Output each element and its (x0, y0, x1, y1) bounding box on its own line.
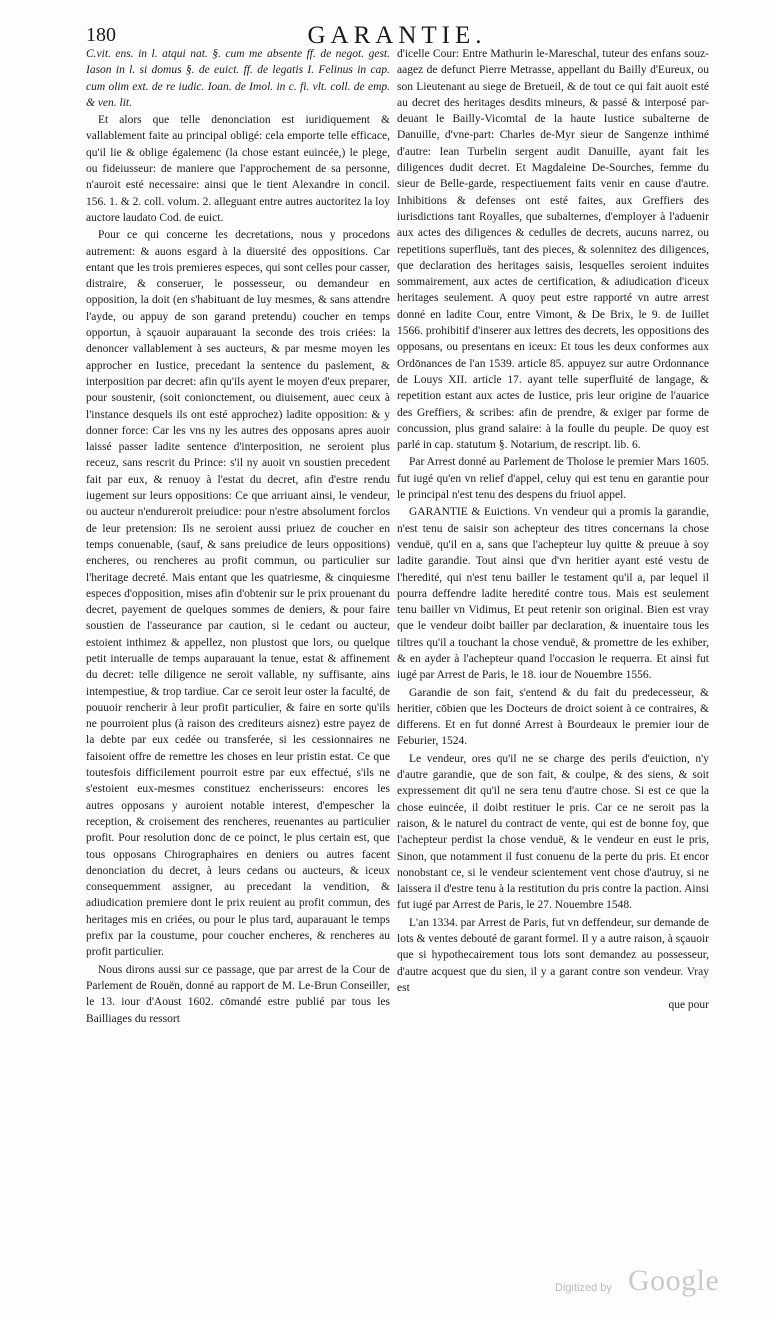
text-paragraph: GARANTIE & Euictions. Vn vendeur qui a promis la garandie, n'est tenu de saisir son achepteur des titres concernans la chose venduë, qu'il en a, sans que l'achepteur luy quitte & preuue à soy ladite garandie. Tout ainsi que d'vn heritier ayant esté vestu de l'heredité, qui n'est tenu bailler le testament qu'il a, par lequel il pourra deffendre ladite heredité contre tous. Mais est seulement tenu bailler vn Vidimus, Et peut retenir son original. Bien est vray que le vendeur doibt bailler par declaration, & inuentaire tous les tiltres qu'il a touchant la chose venduë, & promettre de les exhiber, & en ayder à l'achepteur quand l'occasion le requerra. Et ainsi fut iugé par Arrest de Paris, le 18. iour de Nouembre 1556. (397, 506, 709, 682)
text-paragraph: Nous dirons aussi sur ce passage, que par arrest de la Cour de Parlement de Rouën, donné au rapport de M. Le-Brun Conseiller, le 13. iour d'Aoust 1602. cōmandé estre publié par tous les Bailliages du ressort (86, 963, 390, 1025)
text-paragraph: Le vendeur, ores qu'il ne se charge des perils d'euiction, n'y d'autre garandie, que de son fait, & coulpe, & des siens, & soit expressement dit qu'il ne sera tenu d'autre chose. Si est ce que la chose euincée, il doibt restituer le pris. Car ce ne seroit pas la raison, & le naturel du contract de vente, qui est de bonne foy, que l'achepteur perdist la chose venduë, & le vendeur en eust le pris, Sinon, que notamment il fust conuenu de la perte du pris. Et encor nonobstant ce, si le vendeur scientement vent chose d'autruy, si ne laissera il d'estre tenu à la restitution du pris contre la paction. Ainsi fut iugé par Arrest de Paris, le 27. Nouembre 1548. (397, 752, 709, 912)
text-paragraph: Pour ce qui concerne les decretations, nous y procedons autrement: & auons esgard à la diuersité des oppositions. Car entant que les trois premieres especes, qui sont celles pour casser, distraire, & conseruer, le possesseur, ou demandeur en opposition, la doit (en s'habituant de luy mesmes, & sans attendre l'ayde, ou appuy de son garand pretendu) coucher en temps opportun, à sçauoir auparauant la seconde des trois criées: la denoncer vallablement à ses aucteurs, & par mesme moyen les approcher en Iustice, precedant la sentence du paslement, & interposition par decret: afin qu'ils ayent le moyen d'eux preparer, pour soustenir, (soit conionctement, ou diuisement, auec ceux à l'instance desquels ils ont esté approchez) ladite opposition: & y donner force: Car les vns ny les autres des opposans apres auoir laissé passer ladite sentence d'interposition, ne seroient plus receuz, sans rescrit du Prince: s'il ny auoit vn soustien precedent fait par eux, & renuoy à l'estat du decret, afin d'estre rendu iugement sur leurs oppositions: Ce que arriuant ainsi, le vendeur, ou aucteur n'endureroit preiudice: pour n'estre absolument forclos de leur pretension: Ils ne seroient aussi priuez de coucher en temps conuenable, (sauf, & sans preiudice de leurs oppositions) encheres, ou rencheres au profit commun, ou particulier sur l'heritage decreté. Mais entant que les quatriesme, & cinquiesme especes d'opposition, mises afin d'obtenir sur le prix prouenant du decret, payement de quelques sommes de deniers, & pour faire soustien de l'asseurance par caution, si le cedant ou aucteur, estoient inthimez & appellez, non plustost que lors, ou quelque petit interualle de temps auparauant la tenue, estat & affinement du decret: telle diligence ne seroit vallable, ny suffisante, ains intempestiue, & trop tardiue. Car ce seroit leur oster la faculté, de pouuoir rencherir à leur profit particulier, & faire en sorte qu'ils ne pourroient plus (à raison des crediteurs aisnez) estre payez de la debte par eux cedée ou transferée, si les cessionnaires ne faisoient offre de remettre les choses en leur pristin estat. Ce que toutesfois difficilement pourroit estre par eux effectué, s'ils ne s'estoient eux-mesmes constituez encherisseurs: encores les autres opposans y auroient notable interest, d'empescher la reception, & croisement des rencheres, reuenantes au particulier profit. Pour resolution donc de ce poinct, le plus certain est, que tous opposans Chirographaires en deniers ou autres facent denonciation du decret, à leurs cedans ou aucteurs, & iceux consequemment assigner, au precedant la vendition, & adiudication premiere dont le prix reuient au profit commun, des heritages mis en criées, ou pour le plus tard, auparauant le temps prefix par la coustume, pour coucher encheres, & rencheres au profit particulier. (86, 229, 390, 959)
google-logo: Google (628, 1264, 720, 1297)
text-paragraph: d'icelle Cour: Entre Mathurin le-Mareschal, tuteur des enfans souz-aagez de defunct Pierre Metrasse, appellant du Bailly d'Eureux, ou son Lieutenant au siege de Bretueil, & de tout ce qui fait auoit esté au decret des heritages desdits mineurs, & passé & interposé par-deuant le Bailly-Vicomtal de la haute Iustice subalterne de Danuille, d'vne-part: Charles de-Myr sieur de Sangenze inthimé d'autre: Iean Turbelin sergent audit Danuille, ayant fait les diligences dudit decret. Et Magdaleine De-Sourches, femme du sieur de Belle-garde, respectiuement faits venir en cause d'autre. Inhibitions & defenses ont esté faites, aux Greffiers des iurisdictions tant Royalles, que subalternes, d'employer à l'aduenir aux actes des diligences & cedulles de decrets, aucuns narrez, ou repetitions superfluës, tant des pieces, & solennitez des diligences, que declaration des heritages saisis, lesquelles seroient induites sommairement, aux actes de certification, & adiudication d'iceux heritages seulement. A quoy peut estre rapporté vn autre arrest donné en ladite Cour, entre Vimont, & De Brix, le 9. de Iuillet 1566. prohibitif d'inserer aux lettres des decrets, les oppositions des opposans, ou presentans en iceux: Et tous les deux conformes aux Ordōnances de l'an 1539. article 85. appuyez sur autre Ordonnance de Louys XII. article 17. ayant telle superfluité de langage, & repetition estant aux actes de Iustice, pris leur origine de l'auarice des Greffiers, & scribes: afin de prendre, & exiger par forme de concussion, plus grand salaire: à la foulle du peuple. De quoy est parlé in cap. statutum §. Notarium, de rescript. lib. 6. (397, 48, 709, 452)
catchword: que pour (668, 999, 709, 1012)
watermark-prefix: Digitized by (555, 1282, 612, 1294)
page-number: 180 (86, 24, 116, 46)
text-paragraph: Garandie de son fait, s'entend & du fait du predecesseur, & heritier, cōbien que les Docteurs de droict soient à ce contraires, & differens. Et en fut donné Arrest à Bourdeaux le premier iour de Feburier, 1524. (397, 686, 709, 748)
right-column (397, 46, 709, 1015)
digitized-by-google-watermark (555, 1264, 740, 1304)
left-column (86, 46, 390, 1028)
text-paragraph: Par Arrest donné au Parlement de Tholose le premier Mars 1605. fut iugé qu'en vn relief d'appel, celuy qui est tenu en garantie pour le principal n'est tenu des despens du friuol appel. (397, 456, 709, 502)
citation-paragraph: C.vit. ens. in l. atqui nat. §. cum me absente ff. de negot. gest. Iason in l. si domus §. de euict. ff. de legatis I. Felinus in cap. cum olim ext. de re iudic. Ioan. de Imol. in c. fi. vlt. coll. de emp. & ven. lit. (86, 48, 390, 109)
text-paragraph: Et alors que telle denonciation est iuridiquement & vallablement faite au principal obligé: cela emporte telle efficace, qu'il lie & oblige égalemenc (la chose estant euincée,) le plege, ou fideiusseur: de maniere que l'approchement de sa personne, n'auroit esté necessaire: ainsi que le tient Alexandre in concil. 156. 1. & 2. coll. volum. 2. alleguant entre autres auctoritez la loy auctore laudato Cod. de euict. (86, 114, 390, 224)
text-paragraph: L'an 1334. par Arrest de Paris, fut vn deffendeur, sur demande de lots & ventes debouté de garant formel. Il y a autre raison, à sçauoir que si hypothecairement tous lots sont demandez au possesseur, d'autre acquest que du sien, il y a garant contre son vendeur. Vray est (397, 916, 709, 994)
running-title: GARANTIE. (307, 22, 487, 49)
